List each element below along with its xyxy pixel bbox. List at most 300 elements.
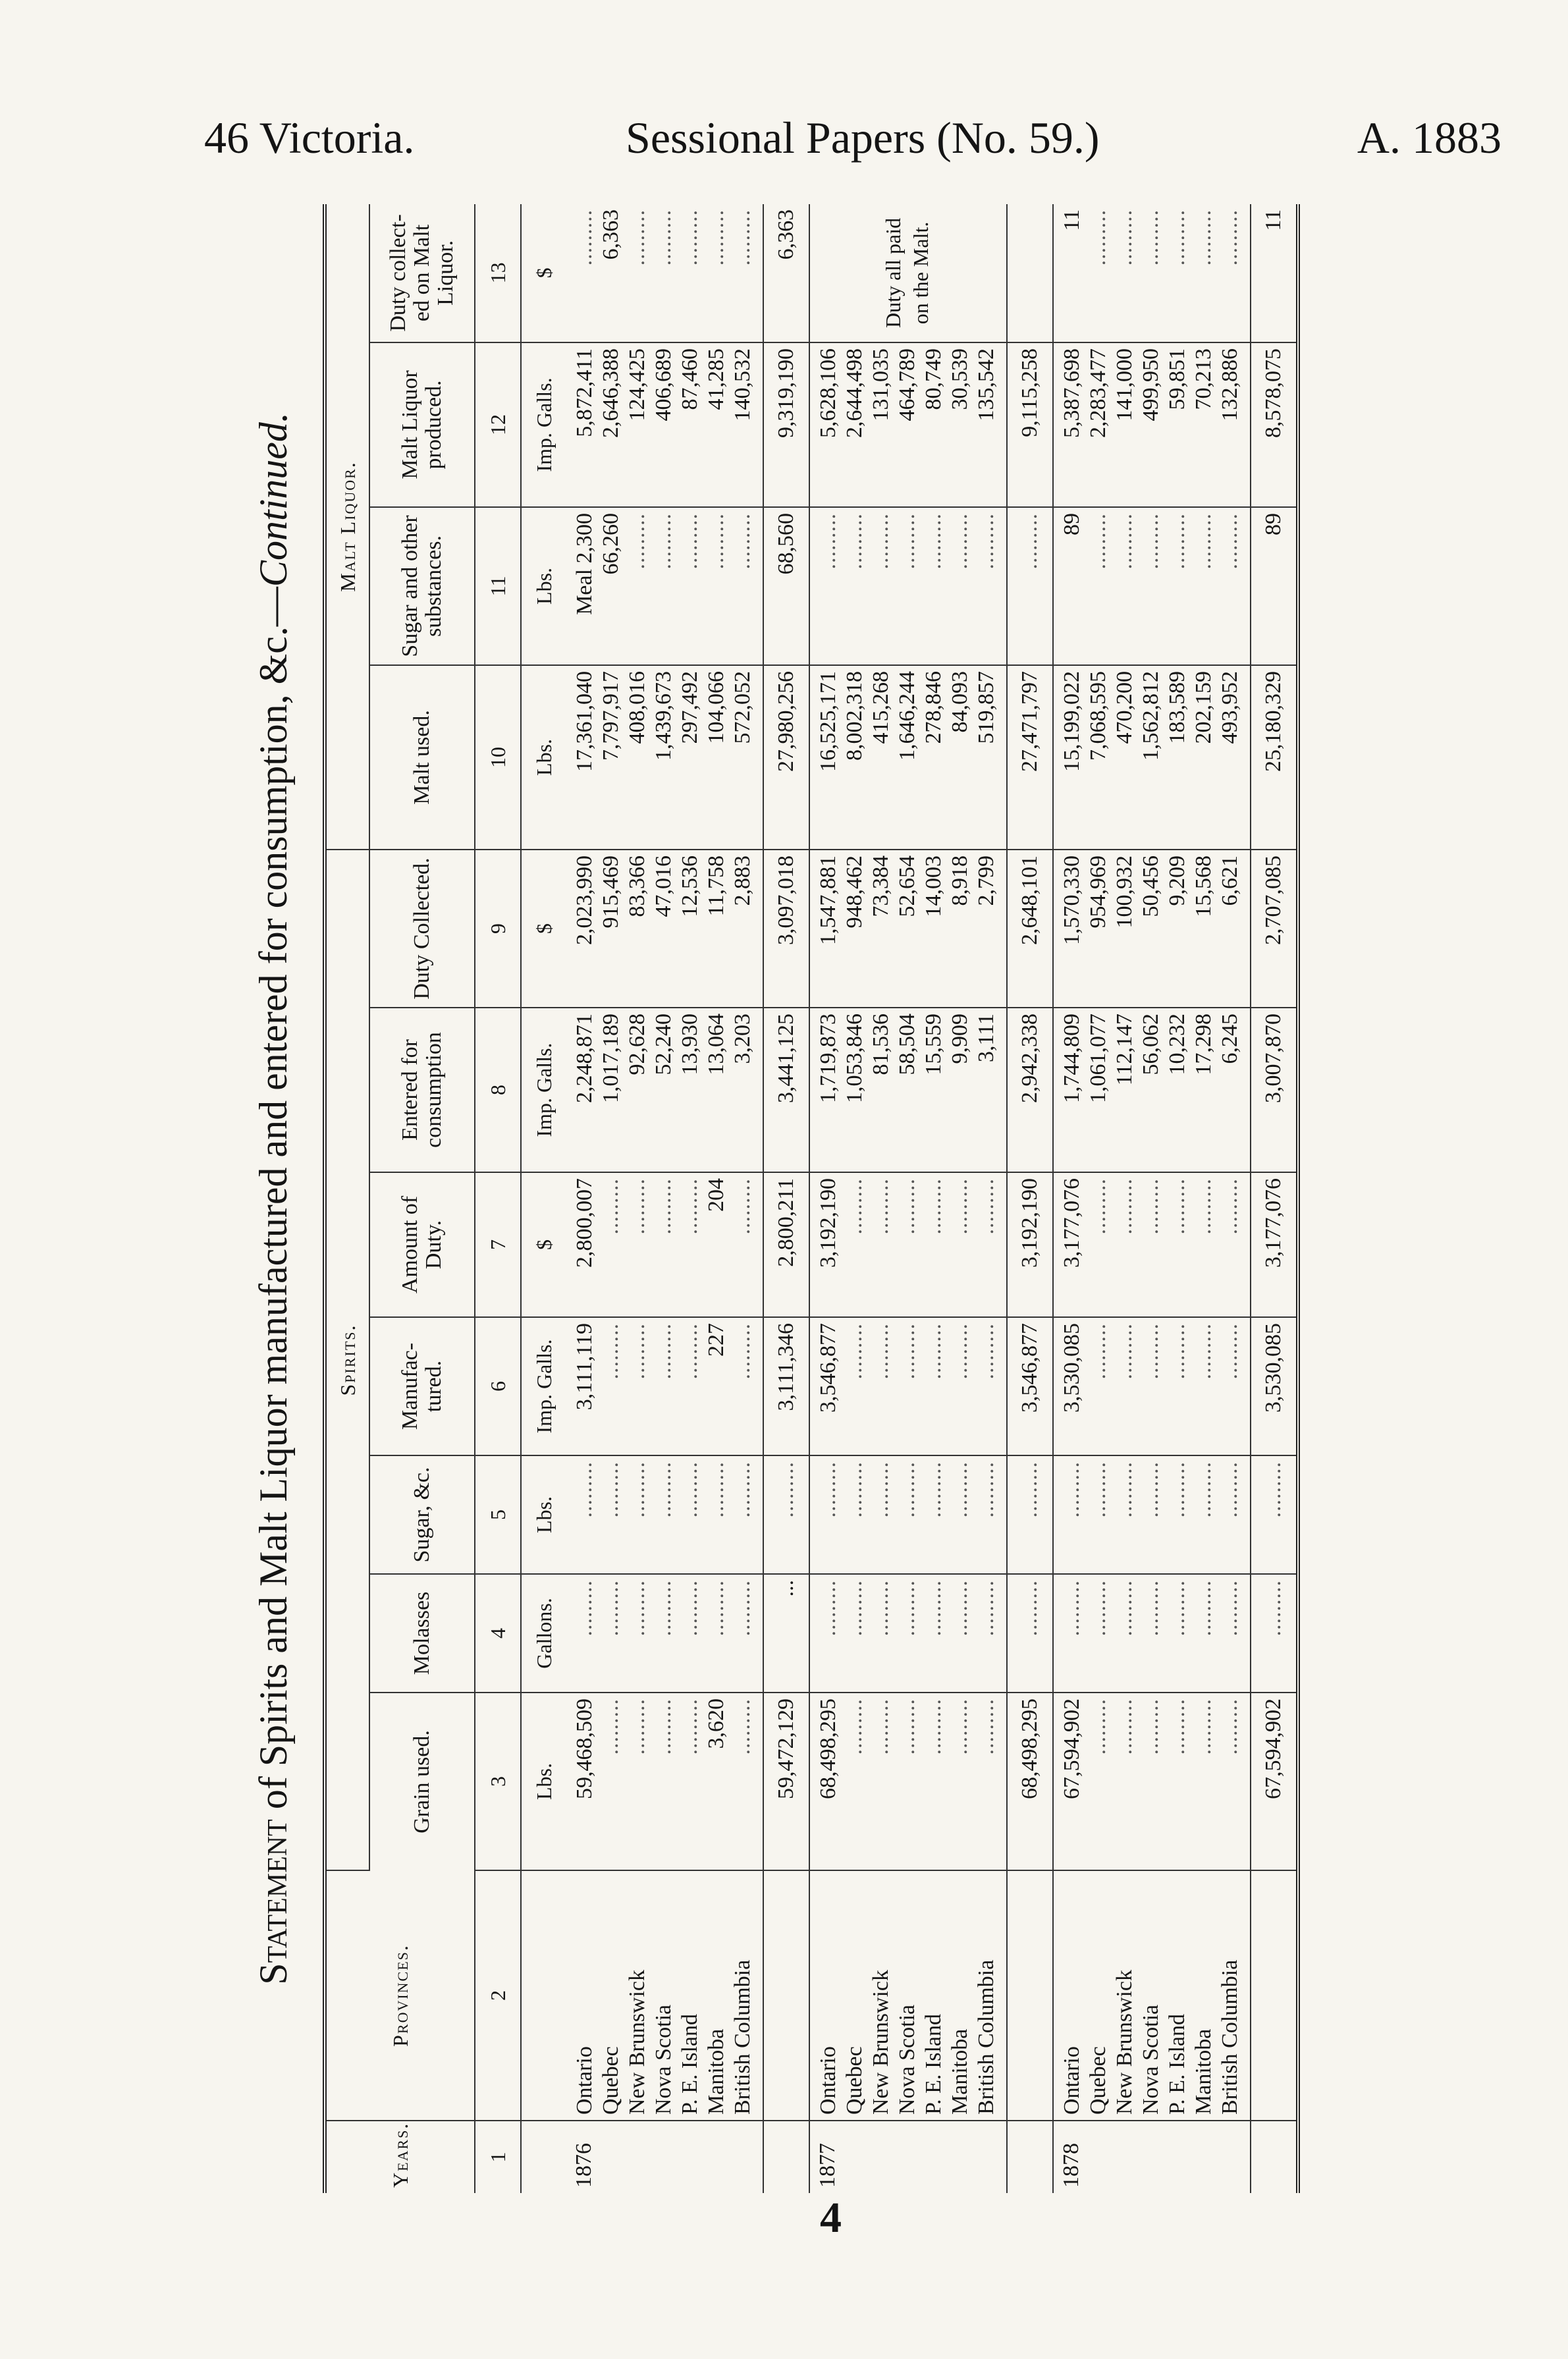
table-cell: 954,969 bbox=[1086, 855, 1110, 929]
province-name: New Brunswick bbox=[625, 1969, 649, 2115]
table-cell: ......... bbox=[895, 1580, 919, 1637]
table-cell: ......... bbox=[704, 512, 728, 570]
table-cell: 406,689 bbox=[651, 348, 676, 421]
total-spacer bbox=[1251, 1870, 1298, 2121]
table-cell: ......... bbox=[572, 209, 597, 266]
table-cell: ......... bbox=[895, 512, 919, 570]
table-cell: ......... bbox=[599, 1698, 623, 1755]
table-cell: ......... bbox=[1086, 1580, 1110, 1637]
total-cell: 3,177,076 bbox=[1251, 1172, 1298, 1317]
column-number: 5 bbox=[475, 1455, 521, 1574]
col-duty-collected: Duty Collected. bbox=[369, 850, 475, 1008]
table-cell: ......... bbox=[599, 1580, 623, 1637]
table-cell: 415,268 bbox=[869, 670, 893, 744]
table-cell: 1,719,873 bbox=[816, 1014, 840, 1103]
table-cell: 183,589 bbox=[1165, 670, 1189, 744]
table-cell: ......... bbox=[921, 1461, 946, 1518]
province-name: Quebec bbox=[1086, 2046, 1110, 2115]
total-spacer bbox=[763, 2121, 809, 2193]
table-cell: 9,209 bbox=[1165, 855, 1189, 906]
table-cell: ......... bbox=[1139, 512, 1163, 570]
column-number: 7 bbox=[475, 1172, 521, 1317]
table-cell: ......... bbox=[1139, 209, 1163, 266]
header-right: A. 1883 bbox=[1357, 113, 1501, 163]
table-cell: ......... bbox=[704, 1461, 728, 1518]
table-cell: ......... bbox=[625, 512, 649, 570]
table-cell: ......... bbox=[1086, 1178, 1110, 1235]
table-cell: ......... bbox=[921, 1698, 946, 1755]
table-cell: ......... bbox=[730, 1698, 755, 1755]
value-column-duty-malt bbox=[1053, 204, 1251, 342]
table-cell: 2,800,007 bbox=[572, 1178, 597, 1268]
column-number: 6 bbox=[475, 1317, 521, 1455]
province-list bbox=[1053, 1870, 1251, 2121]
value-column-sugar bbox=[1053, 1455, 1251, 1574]
province-name: Ontario bbox=[816, 2046, 840, 2115]
table-cell: ......... bbox=[1165, 209, 1189, 266]
table-cell: 1,570,330 bbox=[1060, 855, 1084, 945]
table-cell: 56,062 bbox=[1139, 1014, 1163, 1075]
col-malt-produced: Malt Liquor produced. bbox=[369, 342, 475, 507]
value-column-sugar bbox=[566, 1455, 763, 1574]
table-cell: ......... bbox=[1218, 1323, 1242, 1380]
province-name: British Columbia bbox=[974, 1959, 998, 2115]
total-cell: 3,530,085 bbox=[1251, 1317, 1298, 1455]
table-cell: 13,064 bbox=[704, 1014, 728, 1075]
col-sugar: Sugar, &c. bbox=[369, 1455, 475, 1574]
table-cell: ......... bbox=[921, 1580, 946, 1637]
table-cell: 8,002,318 bbox=[842, 670, 867, 761]
table-cell: ......... bbox=[1165, 1580, 1189, 1637]
total-cell: 2,800,211 bbox=[763, 1172, 809, 1317]
table-cell: ......... bbox=[730, 1580, 755, 1637]
table-cell: 1,017,189 bbox=[599, 1014, 623, 1103]
table-cell: ......... bbox=[572, 1580, 597, 1637]
table-cell: ......... bbox=[1112, 512, 1137, 570]
table-cell: 493,952 bbox=[1218, 670, 1242, 744]
duty-note: Duty all paid on the Malt. bbox=[809, 204, 1007, 342]
col-entered: Entered for consumption bbox=[369, 1008, 475, 1172]
table-cell: ......... bbox=[816, 1461, 840, 1518]
table-cell: ......... bbox=[1165, 1178, 1189, 1235]
value-column-entered bbox=[809, 1008, 1007, 1172]
table-cell: 52,654 bbox=[895, 855, 919, 917]
value-column-grain bbox=[809, 1693, 1007, 1870]
total-cell: ......... bbox=[1251, 1574, 1298, 1693]
table-cell: 3,177,076 bbox=[1060, 1178, 1084, 1268]
table-cell: 5,872,411 bbox=[572, 348, 597, 437]
col-amount-duty: Amount of Duty. bbox=[369, 1172, 475, 1317]
table-cell: 59,468,509 bbox=[572, 1698, 597, 1799]
table-cell: ......... bbox=[1139, 1698, 1163, 1755]
value-column-duty bbox=[1053, 850, 1251, 1008]
value-column-manufactured bbox=[809, 1317, 1007, 1455]
table-cell: 17,298 bbox=[1191, 1014, 1216, 1075]
value-column-duty bbox=[566, 850, 763, 1008]
year-label: 1876 bbox=[572, 2143, 596, 2188]
column-number: 8 bbox=[475, 1008, 521, 1172]
header-center: Sessional Papers (No. 59.) bbox=[626, 113, 1100, 163]
table-cell: 135,542 bbox=[974, 348, 998, 421]
value-column-molasses bbox=[809, 1574, 1007, 1693]
province-list bbox=[809, 1870, 1007, 2121]
col-malt-used: Malt used. bbox=[369, 665, 475, 850]
table-cell: 112,147 bbox=[1112, 1014, 1137, 1086]
table-cell: ......... bbox=[974, 1323, 998, 1380]
total-cell bbox=[1007, 204, 1053, 342]
value-column-amount bbox=[1053, 1172, 1251, 1317]
table-cell: 1,547,881 bbox=[816, 855, 840, 945]
table-cell: ......... bbox=[948, 1580, 972, 1637]
total-cell: ......... bbox=[1251, 1455, 1298, 1574]
table-cell: 204 bbox=[704, 1178, 728, 1212]
table-cell: 6,363 bbox=[599, 209, 623, 260]
table-cell: 68,498,295 bbox=[816, 1698, 840, 1799]
table-cell: 1,053,846 bbox=[842, 1014, 867, 1103]
province-name: P. E. Island bbox=[678, 2014, 702, 2115]
table-cell: ......... bbox=[1139, 1580, 1163, 1637]
value-column-entered bbox=[1053, 1008, 1251, 1172]
table-cell: ......... bbox=[895, 1178, 919, 1235]
total-cell: ......... bbox=[1007, 1574, 1053, 1693]
table-cell: ......... bbox=[869, 1580, 893, 1637]
table-cell: 81,536 bbox=[869, 1014, 893, 1075]
province-name: New Brunswick bbox=[1112, 1969, 1137, 2115]
province-name: Ontario bbox=[1060, 2046, 1084, 2115]
table-cell: 100,932 bbox=[1112, 855, 1137, 929]
total-cell: 89 bbox=[1251, 507, 1298, 665]
table-cell: 572,052 bbox=[730, 670, 755, 744]
table-cell: 87,460 bbox=[678, 348, 702, 410]
province-list bbox=[566, 1870, 763, 2121]
table-cell: ......... bbox=[1191, 209, 1216, 266]
table-cell: 202,159 bbox=[1191, 670, 1216, 744]
table-cell: ......... bbox=[1112, 209, 1137, 266]
province-name: Nova Scotia bbox=[1139, 2004, 1163, 2115]
table-cell: ......... bbox=[1165, 1698, 1189, 1755]
rotated-table-area bbox=[224, 204, 1534, 2193]
total-cell: 3,111,346 bbox=[763, 1317, 809, 1455]
table-cell: ......... bbox=[678, 209, 702, 266]
total-cell: 68,560 bbox=[763, 507, 809, 665]
table-cell: ......... bbox=[1060, 1461, 1084, 1518]
table-cell: ......... bbox=[678, 1698, 702, 1755]
table-cell: ......... bbox=[1165, 1461, 1189, 1518]
table-cell: ......... bbox=[625, 1461, 649, 1518]
table-cell: 3,203 bbox=[730, 1014, 755, 1064]
column-number: 4 bbox=[475, 1574, 521, 1693]
total-row bbox=[763, 204, 809, 2193]
table-cell: ......... bbox=[1112, 1698, 1137, 1755]
total-cell: 68,498,295 bbox=[1007, 1693, 1053, 1870]
col-grain: Grain used. bbox=[369, 1693, 475, 1870]
table-cell: ......... bbox=[842, 1178, 867, 1235]
table-cell: ......... bbox=[1165, 1323, 1189, 1380]
year-block bbox=[566, 204, 763, 2193]
table-cell: ......... bbox=[895, 1698, 919, 1755]
table-cell: 70,213 bbox=[1191, 348, 1216, 410]
unit-row bbox=[521, 204, 566, 2193]
table-cell: ......... bbox=[842, 1323, 867, 1380]
table-cell: 15,199,022 bbox=[1060, 670, 1084, 772]
year-block bbox=[1053, 204, 1251, 2193]
unit-label: $ bbox=[521, 1172, 566, 1317]
unit-label: Lbs. bbox=[521, 507, 566, 665]
table-cell: ......... bbox=[895, 1461, 919, 1518]
total-cell: 3,441,125 bbox=[763, 1008, 809, 1172]
table-cell: 47,016 bbox=[651, 855, 676, 917]
table-cell: ......... bbox=[921, 1323, 946, 1380]
table-cell: ......... bbox=[1191, 1698, 1216, 1755]
table-cell: ......... bbox=[1191, 1178, 1216, 1235]
table-cell: ......... bbox=[974, 1698, 998, 1755]
table-cell: 15,568 bbox=[1191, 855, 1216, 917]
total-spacer bbox=[1007, 1870, 1053, 2121]
province-name: Nova Scotia bbox=[895, 2004, 919, 2115]
value-column-molasses bbox=[1053, 1574, 1251, 1693]
total-cell: ......... bbox=[1007, 507, 1053, 665]
table-cell: 58,504 bbox=[895, 1014, 919, 1075]
table-cell: 464,789 bbox=[895, 348, 919, 421]
group-malt-liquor: Malt Liquor. bbox=[325, 204, 369, 850]
table-cell: ......... bbox=[895, 1323, 919, 1380]
table-cell: 278,846 bbox=[921, 670, 946, 744]
value-column-entered bbox=[566, 1008, 763, 1172]
table-cell: ......... bbox=[678, 1178, 702, 1235]
table-cell: ......... bbox=[842, 1580, 867, 1637]
total-row bbox=[1007, 204, 1053, 2193]
value-column-malt bbox=[1053, 665, 1251, 850]
table-cell: 948,462 bbox=[842, 855, 867, 929]
table-cell: ......... bbox=[974, 1461, 998, 1518]
province-name: P. E. Island bbox=[1165, 2014, 1189, 2115]
value-column-grain bbox=[566, 1693, 763, 1870]
total-cell: 9,319,190 bbox=[763, 342, 809, 507]
table-cell: 11 bbox=[1060, 209, 1084, 231]
table-cell: 30,539 bbox=[948, 348, 972, 410]
table-cell: ......... bbox=[1086, 1698, 1110, 1755]
table-body bbox=[521, 204, 1298, 2193]
table-cell: 13,930 bbox=[678, 1014, 702, 1075]
unit-label: Lbs. bbox=[521, 665, 566, 850]
table-cell: ......... bbox=[1112, 1178, 1137, 1235]
total-cell: 59,472,129 bbox=[763, 1693, 809, 1870]
column-number: 1 bbox=[475, 2121, 521, 2193]
total-spacer bbox=[763, 1870, 809, 2121]
table-cell: 3,620 bbox=[704, 1698, 728, 1749]
table-cell: ......... bbox=[1112, 1461, 1137, 1518]
table-cell: ......... bbox=[816, 1580, 840, 1637]
table-cell: 6,621 bbox=[1218, 855, 1242, 906]
table-cell: ......... bbox=[704, 1580, 728, 1637]
col-years: Years. bbox=[325, 2121, 475, 2193]
column-number: 10 bbox=[475, 665, 521, 850]
table-cell: 9,909 bbox=[948, 1014, 972, 1064]
table-cell: ......... bbox=[921, 512, 946, 570]
table-cell: 131,035 bbox=[869, 348, 893, 421]
table-cell: 227 bbox=[704, 1323, 728, 1357]
value-column-malt-liquor bbox=[809, 342, 1007, 507]
value-column-molasses bbox=[566, 1574, 763, 1693]
table-cell: ......... bbox=[1218, 512, 1242, 570]
col-manufactured: Manufac-tured. bbox=[369, 1317, 475, 1455]
table-cell: ......... bbox=[1191, 1323, 1216, 1380]
table-cell: 1,061,077 bbox=[1086, 1014, 1110, 1103]
column-number-row bbox=[475, 204, 521, 2193]
table-cell: 132,886 bbox=[1218, 348, 1242, 421]
table-cell: ......... bbox=[599, 1178, 623, 1235]
province-name: British Columbia bbox=[730, 1959, 755, 2115]
col-molasses: Molasses bbox=[369, 1574, 475, 1693]
year-block bbox=[809, 204, 1007, 2193]
table-cell: ......... bbox=[948, 512, 972, 570]
table-cell: 7,797,917 bbox=[599, 670, 623, 761]
table-cell: 10,232 bbox=[1165, 1014, 1189, 1075]
value-column-sugar-other bbox=[566, 507, 763, 665]
title-prefix: Statement bbox=[252, 1819, 295, 1985]
unit-label: $ bbox=[521, 204, 566, 342]
table-cell: ......... bbox=[869, 1698, 893, 1755]
table-cell: ......... bbox=[974, 1178, 998, 1235]
table-cell: ......... bbox=[842, 512, 867, 570]
table-cell: ......... bbox=[730, 1178, 755, 1235]
total-row bbox=[1251, 204, 1298, 2193]
table-cell: 41,285 bbox=[704, 348, 728, 410]
province-name: Quebec bbox=[599, 2046, 623, 2115]
table-cell: ......... bbox=[678, 1461, 702, 1518]
table-cell: ......... bbox=[974, 512, 998, 570]
table-cell: 5,628,106 bbox=[816, 348, 840, 438]
table-cell: 11,758 bbox=[704, 855, 728, 917]
col-provinces: Provinces. bbox=[325, 1870, 475, 2121]
table-cell: ......... bbox=[1191, 512, 1216, 570]
page-number: 4 bbox=[820, 2194, 842, 2242]
table-cell: ......... bbox=[869, 1461, 893, 1518]
table-cell: 59,851 bbox=[1165, 348, 1189, 410]
table-cell: ......... bbox=[651, 1323, 676, 1380]
table-cell: 66,260 bbox=[599, 512, 623, 575]
table-cell: 3,192,190 bbox=[816, 1178, 840, 1268]
total-cell: 8,578,075 bbox=[1251, 342, 1298, 507]
table-cell: ......... bbox=[599, 1461, 623, 1518]
year-label: 1877 bbox=[815, 2143, 840, 2188]
table-cell: ......... bbox=[1086, 1323, 1110, 1380]
table-cell: ......... bbox=[869, 1323, 893, 1380]
table-cell: ......... bbox=[572, 1461, 597, 1518]
table-cell: 3,546,877 bbox=[816, 1323, 840, 1413]
table-cell: ......... bbox=[625, 1698, 649, 1755]
table-cell: 2,283,477 bbox=[1086, 348, 1110, 438]
table-cell: 2,644,498 bbox=[842, 348, 867, 438]
table-cell: 7,068,595 bbox=[1086, 670, 1110, 761]
table-cell: 14,003 bbox=[921, 855, 946, 917]
table-cell: ......... bbox=[730, 512, 755, 570]
table-cell: 470,200 bbox=[1112, 670, 1137, 744]
province-name: Manitoba bbox=[948, 2028, 972, 2115]
value-column-duty-malt bbox=[566, 204, 763, 342]
province-name: Quebec bbox=[842, 2046, 867, 2115]
table-cell: ......... bbox=[625, 209, 649, 266]
table-cell: 2,883 bbox=[730, 855, 755, 906]
table-cell: 2,023,990 bbox=[572, 855, 597, 945]
table-cell: Meal 2,300 bbox=[572, 512, 597, 615]
value-column-malt-liquor bbox=[566, 342, 763, 507]
table-cell: 15,559 bbox=[921, 1014, 946, 1075]
value-column-grain bbox=[1053, 1693, 1251, 1870]
table-cell: ......... bbox=[651, 1461, 676, 1518]
table-cell: 8,918 bbox=[948, 855, 972, 906]
table-cell: ......... bbox=[816, 512, 840, 570]
unit-label: $ bbox=[521, 850, 566, 1008]
total-cell: ... bbox=[763, 1574, 809, 1693]
unit-label: Lbs. bbox=[521, 1455, 566, 1574]
column-number: 3 bbox=[475, 1693, 521, 1870]
unit-label: Imp. Galls. bbox=[521, 342, 566, 507]
value-column-malt bbox=[809, 665, 1007, 850]
value-column-duty bbox=[809, 850, 1007, 1008]
value-column-manufactured bbox=[1053, 1317, 1251, 1455]
title-text: of Spirits and Malt Liquor manufactured and entered for consumption, &c.— bbox=[252, 587, 295, 1820]
total-cell: 9,115,258 bbox=[1007, 342, 1053, 507]
table-cell: ......... bbox=[1218, 1698, 1242, 1755]
rotated-content bbox=[224, 204, 1534, 2193]
column-number: 12 bbox=[475, 342, 521, 507]
table-cell: 915,469 bbox=[599, 855, 623, 929]
province-name: British Columbia bbox=[1218, 1959, 1242, 2115]
table-cell: ......... bbox=[1139, 1461, 1163, 1518]
table-cell: ......... bbox=[678, 512, 702, 570]
table-cell: ......... bbox=[1086, 512, 1110, 570]
table-cell: ......... bbox=[625, 1323, 649, 1380]
total-cell: 25,180,329 bbox=[1251, 665, 1298, 850]
col-sugar-other: Sugar and other substances. bbox=[369, 507, 475, 665]
table-cell: ......... bbox=[1060, 1580, 1084, 1637]
total-cell: 27,471,797 bbox=[1007, 665, 1053, 850]
unit-label: Imp. Galls. bbox=[521, 1317, 566, 1455]
table-cell: 519,857 bbox=[974, 670, 998, 744]
table-cell: 52,240 bbox=[651, 1014, 676, 1075]
header-left: 46 Victoria. bbox=[204, 113, 415, 163]
table-cell: 104,066 bbox=[704, 670, 728, 744]
total-spacer bbox=[1251, 2121, 1298, 2193]
table-cell: ......... bbox=[1191, 1461, 1216, 1518]
total-spacer bbox=[1007, 2121, 1053, 2193]
value-column-amount bbox=[566, 1172, 763, 1317]
table-cell: ......... bbox=[1086, 209, 1110, 266]
table-cell: ......... bbox=[651, 209, 676, 266]
column-number: 13 bbox=[475, 204, 521, 342]
table-cell: ......... bbox=[730, 209, 755, 266]
table-cell: 2,646,388 bbox=[599, 348, 623, 438]
table-cell: ......... bbox=[974, 1580, 998, 1637]
table-cell: 124,425 bbox=[625, 348, 649, 421]
table-cell: ......... bbox=[869, 512, 893, 570]
table-cell: ......... bbox=[1112, 1323, 1137, 1380]
province-name: Nova Scotia bbox=[651, 2004, 676, 2115]
table-cell: 84,093 bbox=[948, 670, 972, 733]
column-number: 11 bbox=[475, 507, 521, 665]
province-name: Manitoba bbox=[704, 2028, 728, 2115]
column-number: 2 bbox=[475, 1870, 521, 2121]
group-header-row bbox=[325, 204, 369, 2193]
province-name: P. E. Island bbox=[921, 2014, 946, 2115]
table-cell: ......... bbox=[678, 1580, 702, 1637]
table-cell: ......... bbox=[921, 1178, 946, 1235]
table-cell: ......... bbox=[599, 1323, 623, 1380]
table-cell: ......... bbox=[651, 1580, 676, 1637]
table-cell: 3,111 bbox=[974, 1014, 998, 1062]
unit-label bbox=[521, 1870, 566, 2121]
